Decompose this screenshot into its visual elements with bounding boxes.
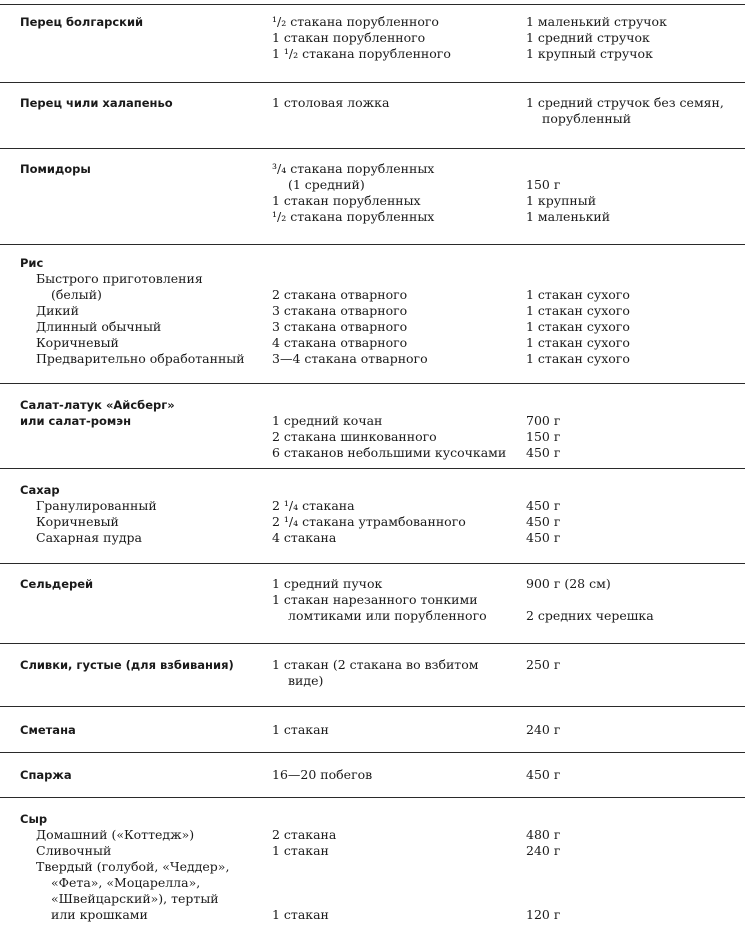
weight-cell xyxy=(526,891,741,907)
weight-cell xyxy=(526,161,741,177)
volume-column xyxy=(272,255,522,367)
weight-cell: 1 крупный xyxy=(526,193,597,208)
product-variety: Быстрого приготовления xyxy=(36,271,203,286)
weight-cell: порубленный xyxy=(542,111,632,126)
weight-cell: 150 г xyxy=(526,429,561,444)
section-divider xyxy=(0,706,745,707)
weight-column xyxy=(526,255,741,367)
volume-cell: ¹/₂ стакана порубленного xyxy=(272,14,439,29)
volume-cell: 2 ¹/₄ стакана утрамбованного xyxy=(272,514,466,529)
weight-cell: 450 г xyxy=(526,514,561,529)
product-column xyxy=(20,767,265,783)
volume-cell: 1 стакан порубленных xyxy=(272,193,421,208)
weight-cell: 240 г xyxy=(526,722,561,737)
weight-cell: 700 г xyxy=(526,413,561,428)
weight-cell: 240 г xyxy=(526,843,561,858)
volume-cell xyxy=(272,811,522,827)
volume-cell: 1 средний кочан xyxy=(272,413,383,428)
product-variety: Коричневый xyxy=(36,335,119,350)
section-divider xyxy=(0,82,745,83)
product-variety: Длинный обычный xyxy=(36,319,162,334)
product-column xyxy=(20,576,265,592)
weight-cell: 250 г xyxy=(526,657,561,672)
volume-cell: 1 ¹/₂ стакана порубленного xyxy=(272,46,451,61)
volume-cell xyxy=(272,397,522,413)
weight-cell: 1 средний стручок без семян, xyxy=(526,95,724,110)
product-column xyxy=(20,482,265,546)
product-variety: Сахарная пудра xyxy=(36,530,142,545)
weight-cell: 1 стакан сухого xyxy=(526,319,630,334)
product-column xyxy=(20,95,265,111)
weight-cell xyxy=(526,255,741,271)
product-variety: или крошками xyxy=(51,907,148,922)
volume-cell: виде) xyxy=(288,673,324,688)
volume-cell: 1 стакан нарезанного тонкими xyxy=(272,592,478,607)
product-variety: Гранулированный xyxy=(36,498,157,513)
volume-cell xyxy=(272,482,522,498)
section-divider xyxy=(0,383,745,384)
section-divider xyxy=(0,752,745,753)
weight-cell xyxy=(526,859,741,875)
product-column xyxy=(20,657,265,673)
weight-column xyxy=(526,482,741,546)
weight-cell: 1 средний стручок xyxy=(526,30,650,45)
product-name: Перец болгарский xyxy=(20,15,144,29)
product-variety: (белый) xyxy=(51,287,102,302)
product-column xyxy=(20,397,265,429)
product-name: Сметана xyxy=(20,723,76,737)
volume-cell xyxy=(272,859,522,875)
section-divider xyxy=(0,563,745,564)
volume-cell xyxy=(272,271,522,287)
product-variety: Сливочный xyxy=(36,843,112,858)
weight-column xyxy=(526,397,741,461)
product-column xyxy=(20,161,265,177)
volume-cell: 1 стакан xyxy=(272,907,329,922)
volume-column xyxy=(272,397,522,461)
weight-cell: 450 г xyxy=(526,498,561,513)
product-name: Спаржа xyxy=(20,768,72,782)
product-column xyxy=(20,722,265,738)
section-divider xyxy=(0,4,745,5)
product-name: Помидоры xyxy=(20,162,91,176)
weight-column xyxy=(526,722,741,738)
product-variety: «Швейцарский»), тертый xyxy=(51,891,219,906)
volume-column xyxy=(272,722,522,738)
volume-cell: (1 средний) xyxy=(288,177,365,192)
product-variety: Твердый (голубой, «Чеддер», xyxy=(36,859,230,874)
volume-cell: 3 стакана отварного xyxy=(272,303,408,318)
weight-cell: 1 стакан сухого xyxy=(526,303,630,318)
section-divider xyxy=(0,468,745,469)
weight-cell: 1 крупный стручок xyxy=(526,46,653,61)
volume-column xyxy=(272,576,522,624)
volume-column xyxy=(272,14,522,62)
volume-cell xyxy=(272,875,522,891)
weight-cell xyxy=(526,875,741,891)
product-column xyxy=(20,14,265,30)
weight-column xyxy=(526,95,741,127)
weight-cell: 1 стакан сухого xyxy=(526,287,630,302)
volume-column xyxy=(272,482,522,546)
product-name-cont: или салат-ромэн xyxy=(20,414,132,428)
volume-cell: ломтиками или порубленного xyxy=(288,608,487,623)
product-name: Сельдерей xyxy=(20,577,94,591)
weight-cell xyxy=(526,592,741,608)
volume-cell: 2 стакана отварного xyxy=(272,287,408,302)
product-name: Рис xyxy=(20,256,44,270)
volume-cell: 2 стакана xyxy=(272,827,337,842)
weight-cell: 1 стакан сухого xyxy=(526,335,630,350)
volume-column xyxy=(272,161,522,225)
volume-column xyxy=(272,767,522,783)
section-divider xyxy=(0,148,745,149)
section-divider xyxy=(0,244,745,245)
weight-cell: 900 г (28 см) xyxy=(526,576,611,591)
weight-cell xyxy=(526,397,741,413)
weight-cell: 1 маленький стручок xyxy=(526,14,667,29)
volume-cell: 3 стакана отварного xyxy=(272,319,408,334)
product-column xyxy=(20,255,265,367)
volume-cell: ³/₄ стакана порубленных xyxy=(272,161,435,176)
weight-cell: 2 средних черешка xyxy=(526,608,654,623)
volume-cell: 1 стакан порубленного xyxy=(272,30,426,45)
weight-cell: 120 г xyxy=(526,907,561,922)
product-variety: «Фета», «Моцарелла», xyxy=(51,875,201,890)
volume-column xyxy=(272,657,522,689)
product-variety: Домашний («Коттедж») xyxy=(36,827,195,842)
product-name: Перец чили халапеньо xyxy=(20,96,173,110)
weight-cell: 450 г xyxy=(526,445,561,460)
weight-column xyxy=(526,657,741,673)
volume-cell xyxy=(272,255,522,271)
product-name: Сахар xyxy=(20,483,60,497)
volume-cell: 6 стаканов небольшими кусочками xyxy=(272,445,507,460)
volume-cell: 1 стакан (2 стакана во взбитом xyxy=(272,657,479,672)
volume-cell: 4 стакана xyxy=(272,530,337,545)
weight-cell: 480 г xyxy=(526,827,561,842)
product-name: Сливки, густые (для взбивания) xyxy=(20,658,234,672)
weight-cell: 150 г xyxy=(526,177,561,192)
volume-cell: 1 стакан xyxy=(272,722,329,737)
volume-cell: 2 стакана шинкованного xyxy=(272,429,437,444)
weight-cell: 1 стакан сухого xyxy=(526,351,630,366)
volume-column xyxy=(272,811,522,923)
product-name: Салат-латук «Айсберг» xyxy=(20,398,175,412)
product-variety: Дикий xyxy=(36,303,79,318)
weight-column xyxy=(526,161,741,225)
volume-cell: 1 стакан xyxy=(272,843,329,858)
weight-column xyxy=(526,576,741,624)
weight-column xyxy=(526,767,741,783)
section-divider xyxy=(0,797,745,798)
volume-cell: 2 ¹/₄ стакана xyxy=(272,498,355,513)
volume-cell: 1 средний пучок xyxy=(272,576,383,591)
weight-cell xyxy=(526,482,741,498)
product-column xyxy=(20,811,265,923)
volume-cell: ¹/₂ стакана порубленных xyxy=(272,209,435,224)
volume-cell: 4 стакана отварного xyxy=(272,335,408,350)
weight-cell xyxy=(526,811,741,827)
volume-cell: 16—20 побегов xyxy=(272,767,373,782)
volume-cell xyxy=(272,891,522,907)
weight-cell xyxy=(526,271,741,287)
product-name: Сыр xyxy=(20,812,48,826)
weight-cell: 450 г xyxy=(526,767,561,782)
product-variety: Предварительно обработанный xyxy=(36,351,245,366)
weight-cell: 450 г xyxy=(526,530,561,545)
weight-column xyxy=(526,14,741,62)
weight-column xyxy=(526,811,741,923)
volume-cell: 3—4 стакана отварного xyxy=(272,351,428,366)
weight-cell: 1 маленький xyxy=(526,209,611,224)
section-divider xyxy=(0,643,745,644)
product-variety: Коричневый xyxy=(36,514,119,529)
volume-column xyxy=(272,95,522,111)
volume-cell: 1 столовая ложка xyxy=(272,95,390,110)
